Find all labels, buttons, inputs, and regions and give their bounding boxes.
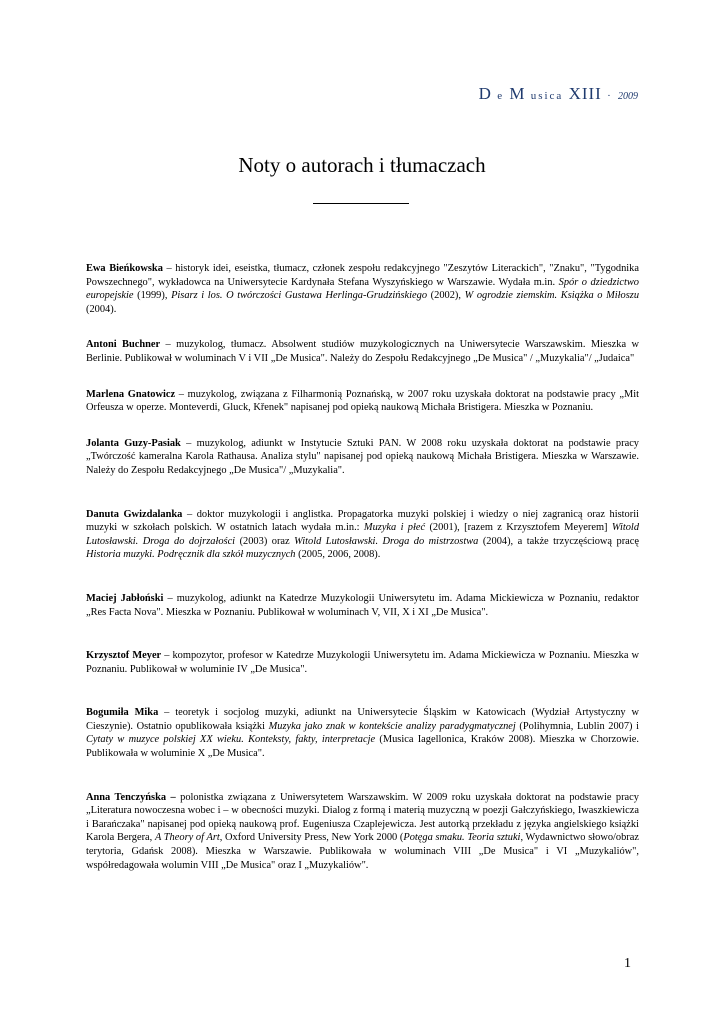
author-bio-text: , Oxford University Press, New York 2000 ( (219, 832, 404, 844)
book-title: Historia muzyki. Podręcznik dla szkół muzycznych (86, 549, 296, 561)
author-entry (86, 262, 639, 316)
author-name: Danuta Gwizdalanka (86, 508, 183, 520)
author-entry (86, 338, 639, 365)
book-title: Pisarz i los. O twórczości Gustawa Herlinga-Grudzińskiego (171, 290, 428, 302)
header-letter-m: M (509, 84, 526, 103)
author-name: Marlena Gnatowicz (86, 388, 176, 400)
author-bio-text: , Wydawnictwo słowo/obraz terytoria, Gdańsk 2008). Mieszka w Warszawie. Publikowała w woluminach VIII „De Musica" i VI „Muzykaliów", współredagowała wolumin VIII „De Musica" oraz I „Muzykaliów". (86, 832, 639, 871)
author-bio-text: – kompozytor, profesor w Katedrze Muzykologii Uniwersytetu im. Adama Mickiewicza w Poznaniu. Mieszka w Poznaniu. Publikował w woluminie IV „De Musica". (86, 650, 639, 675)
author-bio-text: polonistka związana z Uniwersytetem Warszawskim. W 2009 roku uzyskała doktorat na podstawie pracy „Literatura nowoczesna wobec i – w obecności muzyki. Dialog z formą i materią muzyczną w poezji Gałczyńskiego, Iwaszkiewicza i Barańczaka" napisanej pod opieką naukową prof. Eugeniusza Czaplejewicza. Jest autorką przekładu z języka angielskiego książki Karola Bergera, (86, 791, 639, 844)
book-title: Potęga smaku. Teoria sztuki (403, 832, 521, 844)
author-entry (86, 791, 639, 873)
book-title: Witold Lutosławski. Droga do dojrzałości (86, 522, 640, 547)
author-entry (86, 508, 639, 562)
book-title: Spór o dziedzictwo europejskie (86, 276, 639, 302)
running-header (479, 84, 638, 104)
title-divider (313, 203, 409, 204)
book-title: W ogrodzie ziemskim. Książka o Miłoszu (464, 290, 640, 302)
author-bio-text: (Musica Iagellonica, Kraków 2008). Mieszka w Chorzowie. Publikowała w woluminie X „De Musica". (86, 734, 639, 760)
author-bio-text: (2001), [razem z Krzysztofem Meyerem] (425, 522, 612, 534)
author-entry (86, 437, 639, 478)
author-name: Anna Tenczyńska – (86, 791, 176, 803)
author-entry (86, 388, 639, 415)
author-bio-text: – teoretyk i socjolog muzyki, adiunkt na Uniwersytecie Śląskim w Katowicach (Wydział Artystyczny w Cieszynie). Ostatnio opublikowała książki (86, 707, 639, 732)
author-entry (86, 706, 639, 760)
author-bio-text: – muzykolog, adiunkt w Instytucie Sztuki PAN. W 2008 roku uzyskała doktorat na podstawie pracy „Twórczość kameralna Karola Rathausa. Analiza stylu" napisanej pod opieką naukową Michała Bristigera. Mieszka w Warszawie. Należy do Zespołu Redakcyjnego „De Musica"/ „Muzykalia". (86, 437, 639, 476)
author-name: Ewa Bieńkowska (86, 263, 163, 274)
author-entry (86, 592, 639, 619)
author-name: Krzysztof Meyer (86, 650, 162, 662)
author-bio-text: (2002), (427, 290, 465, 302)
book-title: Muzyka i płeć (363, 522, 426, 534)
author-name: Bogumiła Mika (86, 707, 159, 719)
author-bio-text: – muzykolog, związana z Filharmonią Poznańską, w 2007 roku uzyskała doktorat na podstawie pracy „Mit Orfeusza w operze. Monteverdi, Gluck, Křenek" napisanej pod opieką naukową Michała Bristigera. Mieszka w Poznaniu. (86, 388, 640, 414)
author-notes-list (86, 262, 639, 894)
author-bio-text: – muzykolog, adiunkt na Katedrze Muzykologii Uniwersytetu im. Adama Mickiewicza w Poznaniu, redaktor „Res Facta Nova". Mieszka w Poznaniu. Publikował w woluminach V, VII, X i XI „De Musica". (86, 592, 639, 618)
header-year: 2009 (618, 91, 638, 102)
author-bio-text: – doktor muzykologii i anglistka. Propagatorka muzyki polskiej i wiedzy o niej zagranicą oraz historii muzyki w szkołach polskich. W ostatnich latach wydała m.in.: (86, 508, 639, 534)
book-title: Muzyka jako znak w kontekście analizy paradygmatycznej (268, 720, 516, 732)
header-volume: XIII (568, 84, 602, 103)
author-name: Maciej Jabłoński (86, 592, 164, 604)
book-title: Cytaty w muzyce polskiej XX wieku. Konteksty, fakty, interpretacje (86, 734, 376, 746)
author-bio-text: (1999), (133, 290, 172, 302)
author-name: Antoni Buchner (86, 339, 161, 351)
header-letters-usica: usica (530, 90, 564, 102)
page-title: Noty o autorach i tłumaczach (238, 153, 486, 177)
author-bio-text: (2004), a także trzyczęściową pracę (478, 535, 640, 547)
page-number: 1 (624, 956, 631, 971)
book-title: A Theory of Art (154, 832, 220, 844)
author-bio-text: – muzykolog, tłumacz. Absolwent studiów muzykologicznych na Uniwersytecie Warszawskim. Mieszka w Berlinie. Publikował w woluminach V i VII „De Musica". Należy do Zespołu Redakcyjnego „De Musica" / „Muzykalia"/ „Judaica" (86, 339, 639, 364)
author-bio-text: – historyk idei, eseistka, tłumacz, członek zespołu redakcyjnego "Zeszytów Literackich", "Znaku", "Tygodnika Powszechnego", wykładowca na Uniwersytecie Kardynała Stefana Wyszyńskiego w Warszawie. Wydała m.in. (86, 263, 639, 288)
book-title: Witold Lutosławski. Droga do mistrzostwa (294, 535, 479, 547)
author-entry (86, 649, 639, 676)
header-letters-e: e (497, 90, 505, 102)
author-bio-text: (2003) oraz (235, 535, 295, 547)
header-separator: · (607, 90, 613, 102)
header-letter-d: D (478, 84, 492, 103)
author-bio-text: (Polihymnia, Lublin 2007) i (515, 720, 639, 732)
author-name: Jolanta Guzy-Pasiak (86, 437, 181, 449)
author-bio-text: (2005, 2006, 2008). (295, 549, 381, 561)
author-bio-text: (2004). (86, 303, 117, 315)
